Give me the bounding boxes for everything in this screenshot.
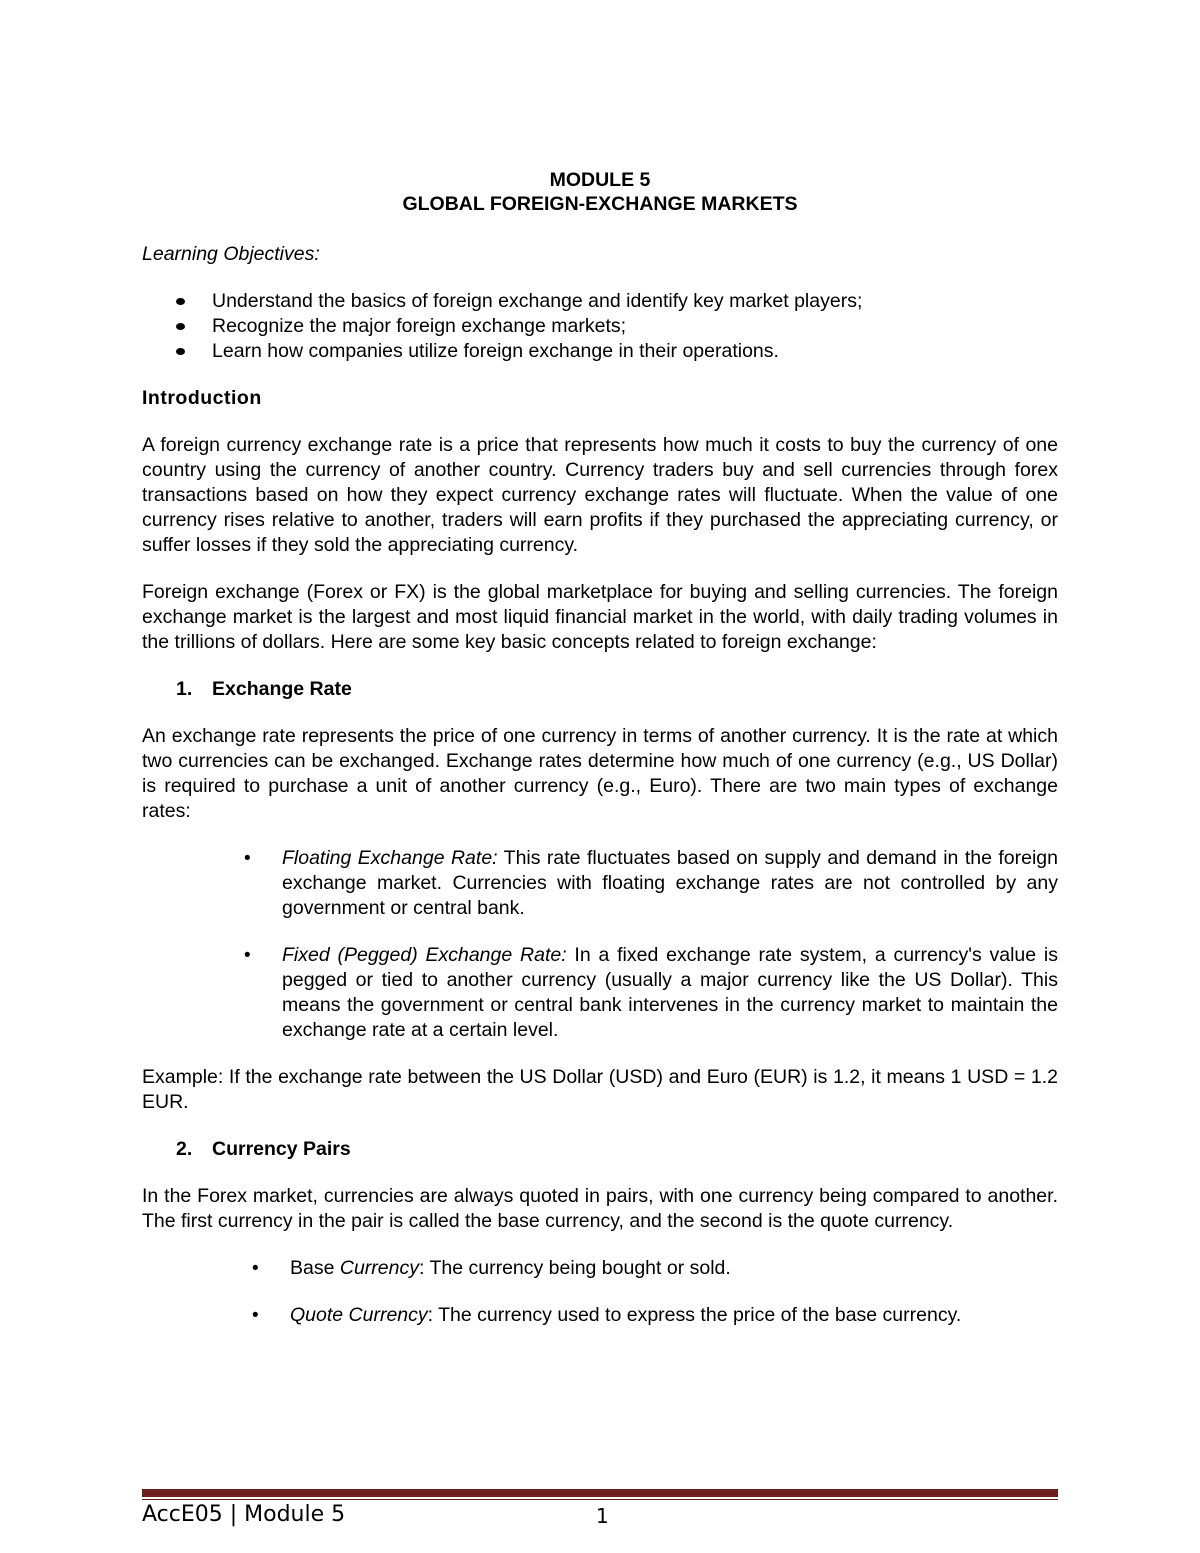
exchange-rate-body: An exchange rate represents the price of one currency in terms of another currency. It is the rate at which two currencies can be exchanged. Exchange rates determine how much of one currency (e.g., US Dollar) is required to purchase a unit of another currency (e.g., Euro). There are two main types of exchange rates:: [142, 725, 1058, 822]
objective-text: Recognize the major foreign exchange markets;: [212, 315, 627, 337]
section-number: 2.: [176, 1138, 193, 1160]
footer-course-label: AccE05 | Module 5: [142, 1502, 346, 1527]
exchange-rate-example: Example: If the exchange rate between the US Dollar (USD) and Euro (EUR) is 1.2, it means 1 USD = 1.2 EUR.: [142, 1066, 1058, 1113]
bullet-icon: •: [244, 848, 251, 869]
section-number: 1.: [176, 678, 193, 700]
bullet-icon: •: [252, 1258, 259, 1279]
learning-objectives-list: [142, 289, 1058, 364]
bullet-text: : The currency being bought or sold.: [418, 1257, 731, 1279]
bullet-lead: Base: [290, 1257, 340, 1279]
footer-rule-thin: [142, 1499, 1058, 1500]
list-item: [142, 943, 1058, 1043]
bullet-icon: •: [252, 1305, 259, 1326]
objective-text: Learn how companies utilize foreign exchange in their operations.: [212, 340, 779, 362]
page-content: [142, 168, 1058, 1328]
bullet-term: Quote Currency: [290, 1304, 428, 1326]
objective-text: Understand the basics of foreign exchange and identify key market players;: [212, 290, 863, 312]
list-item: [142, 289, 1058, 314]
bullet-icon: [176, 298, 185, 305]
bullet-term: Fixed (Pegged) Exchange Rate:: [282, 944, 567, 966]
list-item: [142, 1303, 1058, 1328]
module-label: MODULE 5: [549, 169, 651, 191]
list-item: [142, 1256, 1058, 1281]
bullet-text: : The currency used to express the price of the base currency.: [427, 1304, 962, 1326]
section-title: Exchange Rate: [212, 678, 352, 700]
bullet-icon: [176, 323, 185, 330]
bullet-term: Currency: [339, 1257, 419, 1279]
list-item: [142, 314, 1058, 339]
bullet-icon: [176, 348, 185, 355]
currency-pairs-body: In the Forex market, currencies are always quoted in pairs, with one currency being compared to another. The first currency in the pair is called the base currency, and the second is the quote currency.: [142, 1185, 1058, 1232]
page-title: GLOBAL FOREIGN-EXCHANGE MARKETS: [402, 193, 798, 215]
bullet-term: Floating Exchange Rate:: [282, 847, 498, 869]
learning-objectives-label: Learning Objectives:: [142, 243, 320, 265]
footer-rule: [142, 1489, 1058, 1497]
introduction-paragraph-2: Foreign exchange (Forex or FX) is the global marketplace for buying and selling currencies. The foreign exchange market is the largest and most liquid financial market in the world, with daily trading volumes in the trillions of dollars. Here are some key basic concepts related to foreign exchange:: [142, 581, 1058, 653]
bullet-text: This rate fluctuates based on supply and demand in the foreign exchange market. Currencies with floating exchange rates are not controlled by any government or central bank.: [282, 847, 1058, 919]
page-number: 1: [596, 1504, 609, 1528]
list-item: [142, 846, 1058, 921]
introduction-paragraph-1: A foreign currency exchange rate is a price that represents how much it costs to buy the currency of one country using the currency of another country. Currency traders buy and sell currencies through forex transactions based on how they expect currency exchange rates will fluctuate. When the value of one currency rises relative to another, traders will earn profits if they purchased the appreciating currency, or suffer losses if they sold the appreciating currency.: [142, 434, 1058, 556]
section-heading-currency-pairs: [142, 1137, 1058, 1162]
introduction-heading: Introduction: [142, 387, 262, 409]
section-title: Currency Pairs: [212, 1138, 351, 1160]
section-heading-exchange-rate: [142, 677, 1058, 702]
bullet-text: In a fixed exchange rate system, a currency's value is pegged or tied to another currency (usually a major currency like the US Dollar). This means the government or central bank intervenes in the currency market to maintain the exchange rate at a certain level.: [282, 944, 1058, 1041]
bullet-icon: •: [244, 945, 251, 966]
list-item: [142, 339, 1058, 364]
